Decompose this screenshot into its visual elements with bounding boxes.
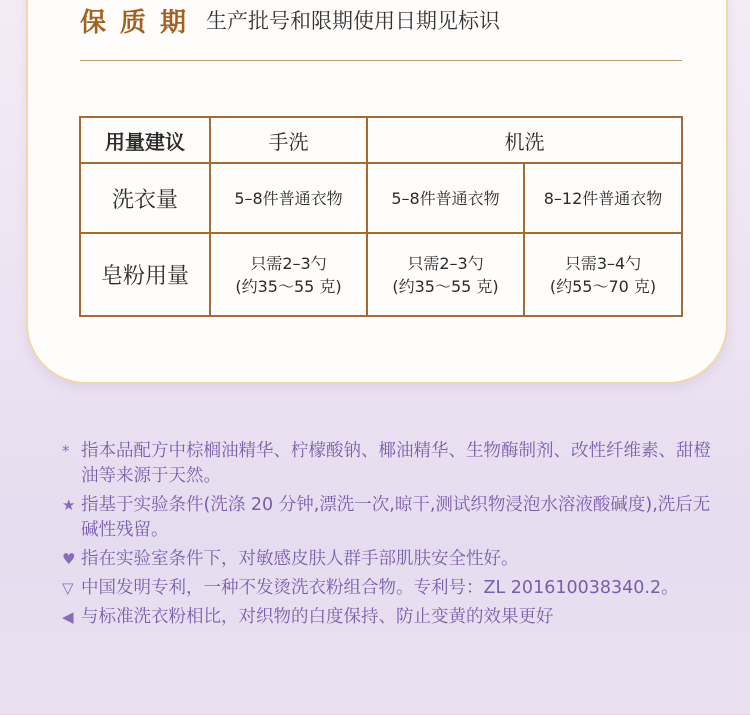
footnote-text: 指基于实验条件(洗涤 20 分钟,漂洗一次,晾干,测试织物浸泡水溶液酸碱度),洗后无碱性残留。 — [81, 495, 711, 540]
footnote-text: 指在实验室条件下，对敏感皮肤人群手部肌肤安全性好。 — [81, 549, 519, 569]
table-cell — [367, 233, 524, 316]
table-header-row — [80, 117, 682, 163]
header-machine-wash: 机洗 — [367, 117, 682, 163]
footnote-item — [62, 576, 722, 601]
row-label-powder-amount: 皂粉用量 — [80, 233, 210, 316]
footnote-text: 与标准洗衣粉相比，对织物的白度保持、防止变黄的效果更好 — [81, 607, 554, 627]
footnote-item — [62, 547, 722, 572]
divider — [80, 60, 682, 61]
footnote-item — [62, 439, 722, 489]
table-cell — [210, 233, 367, 316]
dose-text: 只需2–3勺 — [250, 253, 327, 273]
triangle-down-icon: ▽ — [62, 579, 74, 597]
row-label-laundry-amount: 洗衣量 — [80, 163, 210, 233]
shelf-life-text: 生产批号和限期使用日期见标识 — [206, 9, 501, 33]
usage-table — [79, 116, 683, 317]
weight-text: (约35～55 克) — [392, 276, 499, 296]
footnote-item — [62, 605, 722, 630]
star-icon: ★ — [62, 496, 76, 514]
triangle-left-icon: ◀ — [62, 608, 74, 626]
table-cell — [524, 233, 682, 316]
table-cell: 8–12件普通衣物 — [524, 163, 682, 233]
table-row — [80, 233, 682, 316]
heart-icon: ♥ — [62, 550, 76, 568]
dose-text: 只需2–3勺 — [407, 253, 484, 273]
dose-text: 只需3–4勺 — [564, 253, 642, 273]
footnote-item — [62, 493, 722, 543]
footnotes — [62, 439, 722, 634]
header-usage-advice: 用量建议 — [80, 117, 210, 163]
footnote-text: 指本品配方中棕榈油精华、柠檬酸钠、椰油精华、生物酶制剂、改性纤维素、甜橙油等来源于天然。 — [81, 441, 711, 486]
footnote-text: 中国发明专利，一种不发烫洗衣粉组合物。专利号：ZL 201610038340.2。 — [81, 578, 679, 598]
header-hand-wash: 手洗 — [210, 117, 367, 163]
weight-text: (约55～70 克) — [549, 276, 657, 296]
table-row — [80, 163, 682, 233]
table-cell: 5–8件普通衣物 — [210, 163, 367, 233]
asterisk-icon: * — [62, 442, 70, 460]
shelf-life-row — [80, 0, 500, 40]
shelf-life-label: 保质期 — [80, 7, 201, 38]
weight-text: (约35～55 克) — [235, 276, 342, 296]
table-cell: 5–8件普通衣物 — [367, 163, 524, 233]
